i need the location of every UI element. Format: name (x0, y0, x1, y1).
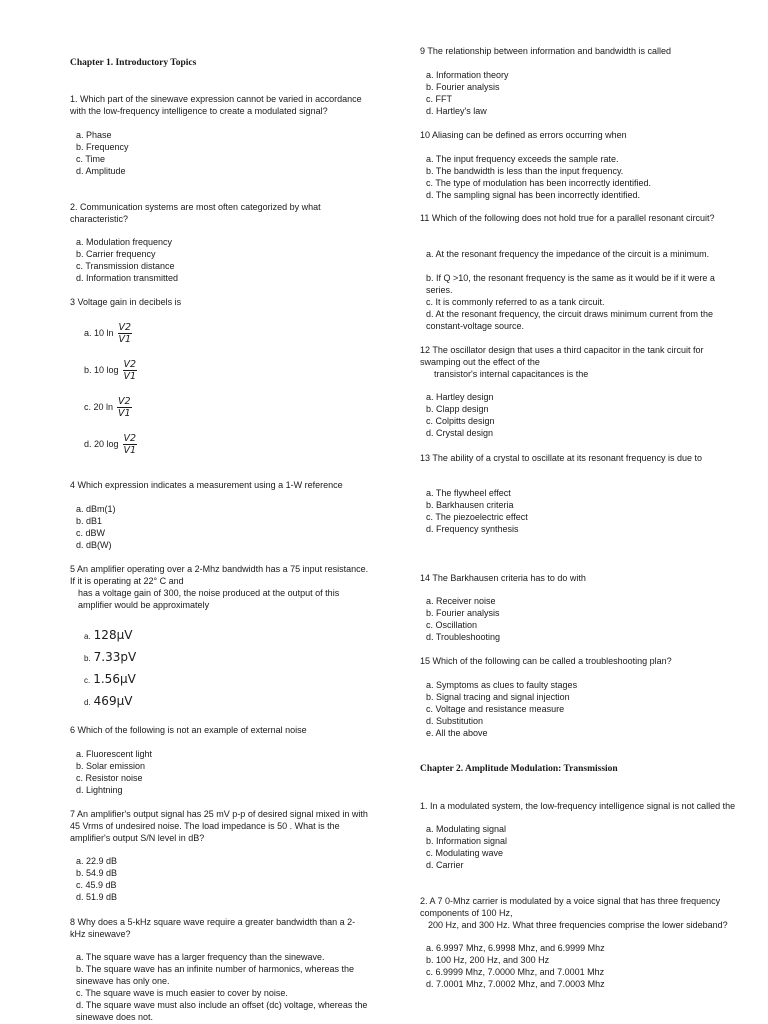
denominator: V1 (123, 371, 137, 382)
option: d. The sampling signal has been incorrectly identified. (426, 190, 640, 200)
option: d. Crystal design (426, 428, 494, 438)
option: b. Clapp design (426, 404, 489, 414)
options-list (70, 129, 370, 177)
option (70, 624, 370, 646)
options-list (420, 391, 742, 439)
question-text: 2. Communication systems are most often categorized by what characteristic? (70, 202, 321, 224)
question-text: 1. In a modulated system, the low-frequency intelligence signal is not called the (420, 801, 736, 811)
options-list (420, 69, 742, 117)
question-11 (420, 212, 742, 224)
question-text: 8 Why does a 5-kHz square wave require a greater bandwidth than a 2-kHz sinewave? (70, 917, 356, 939)
option-value: 1.56μV (93, 672, 136, 686)
option: b. 54.9 dB (76, 868, 118, 878)
numerator: V2 (123, 433, 137, 444)
question-3 (70, 296, 370, 308)
option-prefix: a. 10 ln (84, 327, 114, 338)
option: d. Carrier (426, 860, 464, 870)
question-2 (70, 201, 370, 284)
question-14 (420, 572, 742, 643)
option: c. The piezoelectric effect (426, 512, 528, 522)
question-9 (420, 45, 742, 117)
question-text: 14 The Barkhausen criteria has to do with (420, 573, 586, 583)
options-list (420, 942, 742, 990)
q5-options (70, 624, 370, 712)
option: d. Amplitude (76, 166, 126, 176)
options-list (70, 748, 370, 796)
question-text: 11 Which of the following does not hold true for a parallel resonant circuit? (420, 213, 715, 223)
question-text: 6 Which of the following is not an example of external noise (70, 725, 307, 735)
option: d. 7.0001 Mhz, 7.0002 Mhz, and 7.0003 Mhz (426, 979, 605, 989)
option: c. Resistor noise (76, 773, 143, 783)
options-list (420, 487, 742, 535)
option: a. Modulation frequency (76, 237, 173, 247)
question-text-cont: has a voltage gain of 300, the noise produced at the output of this amplifier would be approximately (78, 588, 340, 610)
option: a. Symptoms as clues to faulty stages (426, 680, 578, 690)
options-list (70, 503, 370, 551)
option-letter: d. (84, 698, 91, 707)
question-text: 15 Which of the following can be called a troubleshooting plan? (420, 656, 672, 666)
option: d. Hartley's law (426, 106, 487, 116)
option: c. Colpitts design (426, 416, 495, 426)
option: c. Transmission distance (76, 261, 175, 271)
fraction (123, 359, 138, 382)
option: a. Fluorescent light (76, 749, 153, 759)
question-5 (70, 563, 370, 611)
q3-option-b (70, 359, 370, 382)
question-13 (420, 452, 742, 535)
q3-option-a (70, 322, 370, 345)
chapter2-question-2 (420, 895, 742, 990)
option: b. Fourier analysis (426, 608, 500, 618)
option: a. dBm(1) (76, 504, 116, 514)
question-text: 3 Voltage gain in decibels is (70, 297, 182, 307)
option: b. Carrier frequency (76, 249, 156, 259)
fraction (118, 322, 133, 345)
option-value: 128μV (93, 628, 133, 642)
question-text: 7 An amplifier's output signal has 25 mV p-p of desired signal mixed in with 45 Vrms of undesired noise. The load impedance is 50 . What is the amplifier's output S/N level in dB? (70, 809, 368, 843)
question-7 (70, 808, 370, 903)
option: b. Solar emission (76, 761, 146, 771)
fraction (123, 433, 138, 456)
denominator: V1 (118, 334, 132, 345)
q11-option-d: d. At the resonant frequency, the circuit draws minimum current from the constant-voltage source. (426, 309, 713, 331)
question-10 (420, 129, 742, 201)
option-letter: a. (84, 632, 91, 641)
question-text-cont: transistor's internal capacitances is the (434, 369, 589, 379)
option-prefix: b. 10 log (84, 364, 119, 375)
options-list (420, 823, 742, 871)
question-8 (70, 916, 370, 1023)
option: b. The square wave has an infinite number of harmonics, whereas the sinewave has only one. (76, 964, 354, 986)
question-text: 9 The relationship between information and bandwidth is called (420, 46, 671, 56)
option: d. Substitution (426, 716, 484, 726)
option: c. Voltage and resistance measure (426, 704, 565, 714)
option: b. Frequency (76, 142, 129, 152)
option: a. 22.9 dB (76, 856, 118, 866)
option: a. Receiver noise (426, 596, 496, 606)
option: c. dBW (76, 528, 106, 538)
option: e. All the above (426, 728, 488, 738)
q3-option-d (70, 433, 370, 456)
option: b. Signal tracing and signal injection (426, 692, 570, 702)
chapter-2-title: Chapter 2. Amplitude Modulation: Transmission (420, 764, 618, 774)
options-list (70, 236, 370, 284)
q11-option-a: a. At the resonant frequency the impedance of the circuit is a minimum. (426, 249, 710, 259)
option: d. Frequency synthesis (426, 524, 519, 534)
question-text: 1. Which part of the sinewave expression cannot be varied in accordance with the low-frequency intelligence to create a modulated signal? (70, 94, 362, 116)
option (70, 646, 370, 668)
option: d. The square wave must also include an offset (dc) voltage, whereas the sinewave does not. (76, 1000, 368, 1022)
q11-option-c: c. It is commonly referred to as a tank circuit. (426, 297, 605, 307)
option: b. Barkhausen criteria (426, 500, 514, 510)
option-value: 7.33pV (93, 650, 137, 664)
question-12 (420, 344, 742, 439)
option (70, 690, 370, 712)
option: a. Hartley design (426, 392, 494, 402)
option (70, 668, 370, 690)
option-prefix: c. 20 ln (84, 401, 114, 412)
option: c. The type of modulation has been incorrectly identified. (426, 178, 651, 188)
option: b. 100 Hz, 200 Hz, and 300 Hz (426, 955, 550, 965)
options-list (70, 951, 370, 1023)
fraction (117, 396, 132, 419)
option: a. Modulating signal (426, 824, 507, 834)
option-letter: c. (84, 676, 91, 685)
option-letter: b. (84, 654, 91, 663)
denominator: V1 (123, 445, 137, 456)
option: c. 45.9 dB (76, 880, 117, 890)
option: c. The square wave is much easier to cover by noise. (76, 988, 288, 998)
option: c. Time (76, 154, 106, 164)
option: c. Oscillation (426, 620, 478, 630)
option: c. FFT (426, 94, 452, 104)
option: a. Information theory (426, 70, 509, 80)
chapter-1-title: Chapter 1. Introductory Topics (70, 58, 197, 68)
question-15 (420, 655, 742, 739)
question-text: 10 Aliasing can be defined as errors occurring when (420, 130, 627, 140)
option-prefix: d. 20 log (84, 438, 119, 449)
numerator: V2 (118, 322, 132, 333)
question-4 (70, 479, 370, 551)
q11-option-b: b. If Q >10, the resonant frequency is the same as it would be if it were a series. (426, 273, 715, 295)
options-list (420, 679, 742, 739)
denominator: V1 (118, 408, 131, 419)
options-list (70, 855, 370, 903)
option: a. The input frequency exceeds the sample rate. (426, 154, 619, 164)
option: a. The flywheel effect (426, 488, 511, 498)
option: d. Troubleshooting (426, 632, 501, 642)
question-text: 5 An amplifier operating over a 2-Mhz bandwidth has a 75 input resistance. If it is operating at 22° C and (70, 564, 369, 586)
option: d. 51.9 dB (76, 892, 118, 902)
option: d. Lightning (76, 785, 123, 795)
option-value: 469μV (93, 694, 133, 708)
chapter2-question-1 (420, 800, 742, 871)
numerator: V2 (118, 396, 131, 407)
option: d. Information transmitted (76, 273, 179, 283)
question-text: 12 The oscillator design that uses a third capacitor in the tank circuit for swamping out the effect of the (420, 345, 704, 367)
option: d. dB(W) (76, 540, 112, 550)
options-list (420, 153, 742, 201)
question-6 (70, 724, 370, 796)
question-text-cont: 200 Hz, and 300 Hz. What three frequencies comprise the lower sideband? (428, 920, 728, 930)
option: b. Information signal (426, 836, 508, 846)
question-1 (70, 93, 370, 177)
question-text: 13 The ability of a crystal to oscillate at its resonant frequency is due to (420, 453, 702, 463)
numerator: V2 (123, 359, 137, 370)
option: a. Phase (76, 130, 112, 140)
option: a. 6.9997 Mhz, 6.9998 Mhz, and 6.9999 Mhz (426, 943, 605, 953)
option: b. dB1 (76, 516, 103, 526)
option: b. The bandwidth is less than the input frequency. (426, 166, 624, 176)
options-list (420, 595, 742, 643)
option: a. The square wave has a larger frequency than the sinewave. (76, 952, 325, 962)
question-text: 2. A 7 0-Mhz carrier is modulated by a voice signal that has three frequency components of 100 Hz, (420, 896, 721, 918)
question-text: 4 Which expression indicates a measurement using a 1-W reference (70, 480, 343, 490)
q3-option-c (70, 396, 370, 419)
option: c. 6.9999 Mhz, 7.0000 Mhz, and 7.0001 Mhz (426, 967, 605, 977)
option: b. Fourier analysis (426, 82, 500, 92)
option: c. Modulating wave (426, 848, 504, 858)
